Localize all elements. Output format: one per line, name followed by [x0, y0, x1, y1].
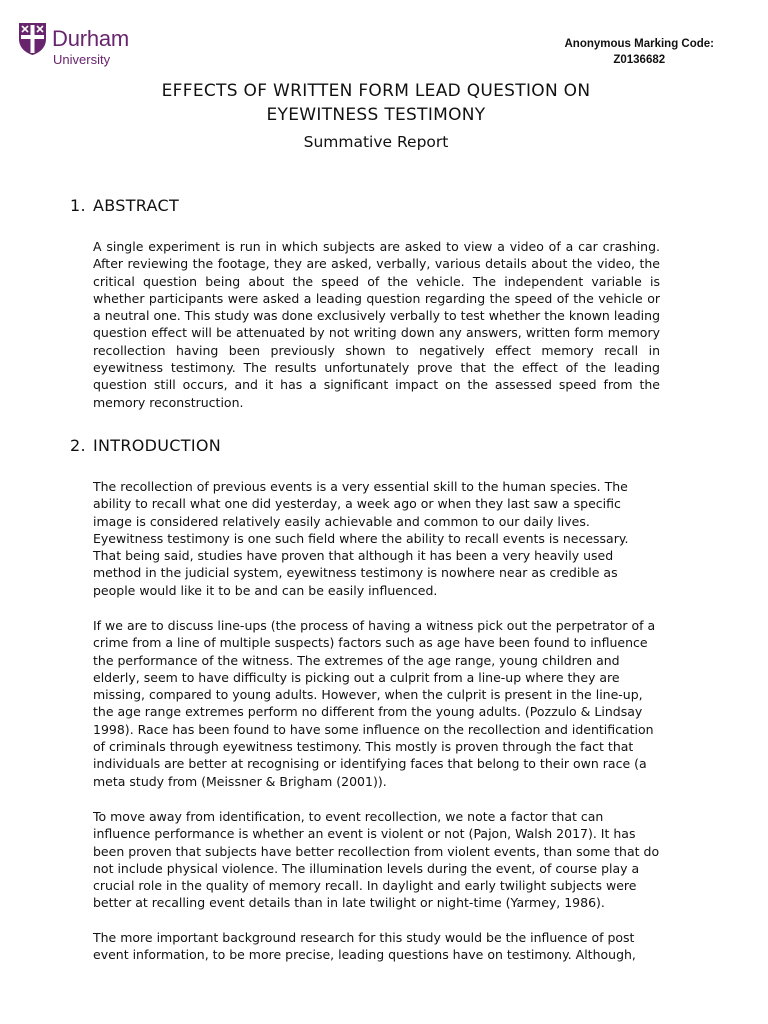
introduction-heading	[70, 436, 221, 455]
document-title	[0, 79, 752, 155]
title-line-1: EFFECTS OF WRITTEN FORM LEAD QUESTION ON	[161, 81, 591, 101]
university-logo	[18, 22, 129, 66]
crest-icon	[18, 22, 47, 56]
abstract-heading	[70, 196, 179, 215]
marking-code-value: Z0136682	[613, 54, 666, 66]
introduction-paragraph-2: If we are to discuss line-ups (the process of having a witness pick out the perpetrator of a crime from a line of multiple suspects) factors such as age have been found to influence the performance of the witness. The extremes of the age range, young children and elderly, seem to have difficulty is picking out a culprit from a line-up where they are missing, compared to young adults. However, when the culprit is present in the line-up, the age range extremes perform no different from the young adults. (Pozzulo & Lindsay 1998). Race has been found to have some influence on the recollection and identification of criminals through eyewitness testimony. This mostly is proven through the fact that individuals are better at recognising or identifying faces that belong to their own race (a meta study from (Meissner & Brigham (2001)).	[93, 618, 656, 789]
marking-code-block	[564, 36, 714, 68]
document-subtitle: Summative Report	[303, 133, 449, 151]
introduction-paragraph-1: The recollection of previous events is a very essential skill to the human species. The ability to recall what one did yesterday, a week ago or when they last saw a specific image is considered relatively easily achievable and common to our daily lives. Eyewitness testimony is one such field where the ability to recall events is necessary. That being said, studies have proven that although it has been a very heavily used method in the judicial system, eyewitness testimony is nowhere near as credible as people would like it to be and can be easily influenced.	[93, 479, 629, 598]
introduction-number: 2.	[70, 436, 86, 455]
logo-name: Durham	[52, 26, 130, 51]
introduction-title: INTRODUCTION	[93, 436, 222, 455]
abstract-title: ABSTRACT	[93, 196, 180, 215]
introduction-paragraph-3: To move away from identification, to event recollection, we note a factor that can influence performance is whether an event is violent or not (Pajon, Walsh 2017). It has been proven that subjects have better recollection from violent events, than some that do not include physical violence. The illumination levels during the event, of course play a crucial role in the quality of memory recall. In daylight and early twilight subjects were better at recalling event details than in late twilight or night-time (Yarmey, 1986).	[93, 809, 660, 911]
title-line-2: EYEWITNESS TESTIMONY	[266, 105, 486, 125]
marking-code-label: Anonymous Marking Code:	[564, 38, 714, 50]
introduction-paragraph-4: The more important background research for this study would be the influence of post event information, to be more precise, leading questions have on testimony. Although,	[93, 930, 636, 963]
abstract-text: A single experiment is run in which subjects are asked to view a video of a car crashing. After reviewing the footage, they are asked, verbally, various details about the video, the critical question being about the speed of the vehicle. The independent variable is whether participants were asked a leading question regarding the speed of the vehicle or a neutral one. This study was done exclusively verbally to test whether the known leading question effect will be attenuated by not writing down any answers, written form memory recollection having been previously shown to negatively effect memory recall in eyewitness testimony. The results unfortunately prove that the effect of the leading question still occurs, and it has a significant impact on the assessed speed from the memory reconstruction.	[93, 239, 660, 410]
abstract-number: 1.	[70, 196, 86, 215]
logo-subtitle: University	[53, 52, 111, 67]
